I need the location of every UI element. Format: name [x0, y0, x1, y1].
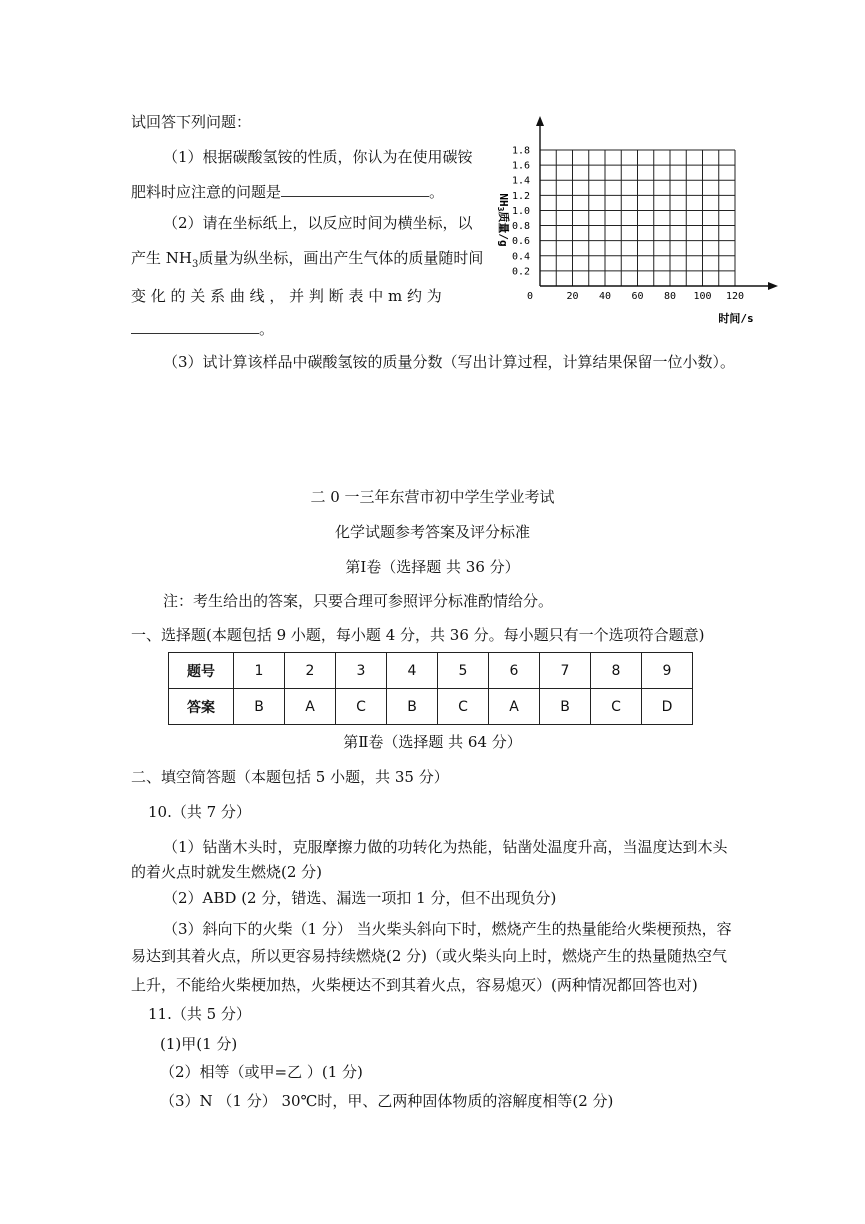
q11-heading: 11.（共 5 分） [148, 1005, 251, 1023]
answer-title: 二 0 一三年东营市初中学生学业考试 [310, 488, 555, 506]
q10-part2: （2）ABD (2 分，错选、漏选一项扣 1 分，但不出现负分) [163, 889, 557, 907]
q2-subscript: 3 [191, 259, 199, 270]
y-tick-label: 0.6 [511, 236, 530, 248]
y-axis-arrow [536, 116, 544, 126]
x-axis-label: 时间/s [718, 312, 754, 325]
answer-blank-1[interactable] [281, 182, 429, 197]
y-tick-label: 0.4 [511, 251, 530, 263]
answer-subtitle: 化学试题参考答案及评分标准 [334, 523, 530, 541]
question-1-text: 肥料时应注意的问题是 [131, 183, 282, 201]
table-cell: 4 [387, 653, 438, 689]
x-tick-label: 60 [631, 291, 644, 302]
q11-part2: （2）相等（或甲=乙 ）(1 分) [160, 1063, 363, 1081]
question-2-line3: 变 化 的 关 系 曲 线 ， 并 判 断 表 中 m 约 为 [131, 287, 442, 305]
x-tick-label: 80 [663, 291, 677, 302]
part-1-heading: 第Ⅰ卷（选择题 共 36 分） [345, 558, 520, 576]
question-1-end: 。 [429, 183, 445, 201]
q2-text-b: 质量为纵坐标，画出产生气体的质量随时间 [198, 249, 484, 267]
y-tick-label: 1.8 [511, 145, 530, 157]
table-cell: 9 [642, 653, 693, 689]
y-tick-label: 0.8 [511, 221, 530, 233]
answer-blank-2[interactable] [131, 319, 259, 334]
table-cell: B [540, 689, 591, 725]
table-cell: 6 [489, 653, 540, 689]
table-cell: 5 [438, 653, 489, 689]
question-2-line2 [131, 248, 483, 275]
q10-part3-line2: 易达到其着火点，所以更容易持续燃烧(2 分)（或火柴头向上时，燃烧产生的热量随热空气 [131, 947, 728, 965]
grading-note: 注：考生给出的答案，只要合理可参照评分标准酌情给分。 [163, 592, 554, 610]
y-tick-label: 0.2 [511, 266, 530, 278]
question-1-line2 [131, 182, 444, 202]
row-label-answer: 答案 [169, 689, 234, 725]
y-axis-label-a: NH [497, 193, 510, 207]
part-2-heading: 第Ⅱ卷（选择题 共 64 分） [343, 733, 522, 751]
x-tick-label: 0 [526, 291, 534, 302]
q2-text-a: 产生 NH [131, 249, 192, 267]
x-tick-labels [527, 291, 744, 302]
x-tick-label: 100 [693, 291, 712, 302]
table-cell: C [591, 689, 642, 725]
table-cell: A [285, 689, 336, 725]
y-tick-label: 1.6 [511, 160, 530, 172]
x-axis-arrow [768, 282, 778, 290]
table-cell: C [438, 689, 489, 725]
table-cell: B [234, 689, 285, 725]
table-cell: 1 [234, 653, 285, 689]
y-tick-label: 1.2 [511, 190, 530, 202]
q11-part1: (1)甲(1 分) [160, 1035, 238, 1053]
question-3: （3）试计算该样品中碳酸氢铵的质量分数（写出计算过程，计算结果保留一位小数）。 [163, 353, 736, 371]
table-cell: B [387, 689, 438, 725]
table-row-answers [169, 689, 693, 725]
section-1-heading: 一、选择题(本题包括 9 小题，每小题 4 分，共 36 分。每小题只有一个选项符合题意) [131, 626, 705, 644]
y-axis-label-sub: 3 [496, 206, 505, 212]
q10-part1-line1: （1）钻凿木头时，克服摩擦力做的功转化为热能，钻凿处温度升高，当温度达到木头 [163, 838, 728, 856]
section-2-heading: 二、填空简答题（本题包括 5 小题，共 35 分） [131, 768, 449, 786]
y-tick-label: 1.4 [511, 175, 530, 187]
x-tick-label: 120 [725, 291, 745, 302]
table-cell: 7 [540, 653, 591, 689]
q10-part1-line2: 的着火点时就发生燃烧(2 分) [131, 863, 323, 881]
y-axis-label-b: 质量/g [497, 211, 510, 247]
y-axis-label [496, 193, 511, 246]
coordinate-grid-chart [480, 108, 800, 328]
table-cell: C [336, 689, 387, 725]
table-cell: 2 [285, 653, 336, 689]
x-tick-label: 20 [566, 291, 579, 302]
table-row-numbers [169, 653, 693, 689]
question-1-line1: （1）根据碳酸氢铵的性质，你认为在使用碳铵 [163, 148, 473, 166]
table-cell: A [489, 689, 540, 725]
q10-heading: 10.（共 7 分） [148, 803, 251, 821]
question-2-line4 [131, 319, 274, 339]
question-2-end: 。 [259, 320, 275, 338]
question-2-line1: （2）请在坐标纸上，以反应时间为横坐标，以 [163, 214, 473, 232]
q10-part3-line1: （3）斜向下的火柴（1 分） 当火柴头斜向下时，燃烧产生的热量能给火柴梗预热，容 [163, 920, 732, 938]
table-cell: 3 [336, 653, 387, 689]
table-cell: D [642, 689, 693, 725]
chart-grid [540, 150, 735, 286]
answer-table [168, 652, 693, 725]
x-tick-label: 40 [598, 291, 612, 302]
y-tick-labels [512, 146, 530, 278]
q10-part3-line3: 上升，不能给火柴梗加热，火柴梗达不到其着火点，容易熄灭）(两种情况都回答也对) [131, 976, 698, 994]
table-cell: 8 [591, 653, 642, 689]
question-intro: 试回答下列问题： [131, 113, 252, 131]
y-tick-label: 1.0 [511, 205, 530, 217]
q11-part3: （3）N （1 分） 30℃时，甲、乙两种固体物质的溶解度相等(2 分) [160, 1092, 614, 1110]
row-label-number: 题号 [169, 653, 234, 689]
